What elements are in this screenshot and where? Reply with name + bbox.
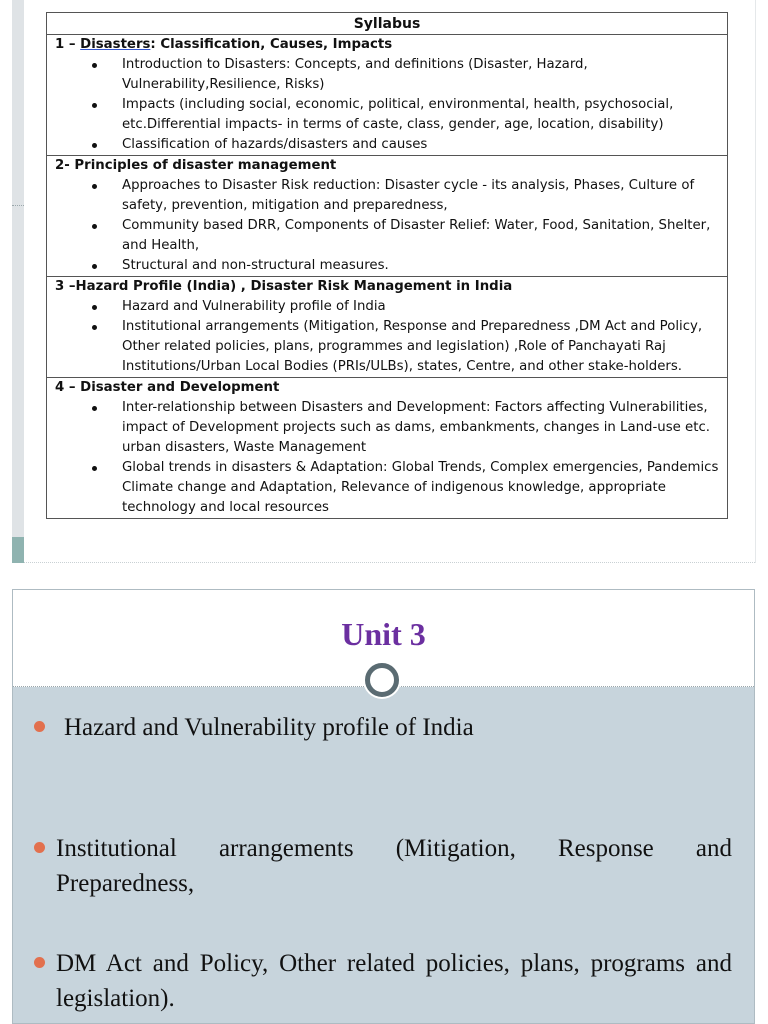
- unit-items: [55, 398, 727, 518]
- unit-cell: [47, 277, 728, 378]
- unit3-slide: [12, 589, 755, 1024]
- table-header-row: [47, 13, 728, 35]
- table-header: Syllabus: [47, 13, 728, 35]
- list-item: Global trends in disasters & Adaptation: Global Trends, Complex emergencies, Pandemics Climate change and Adaptation, Relevance of indigenous knowledge, appropriate technology and local resources: [55, 458, 727, 518]
- bullet-text: Hazard and Vulnerability profile of India: [64, 714, 474, 741]
- right-decor-line: [755, 0, 756, 563]
- unit-row: [47, 378, 728, 519]
- slide-title: Unit 3: [341, 616, 426, 652]
- unit-cell: [47, 156, 728, 277]
- unit-items: [55, 176, 727, 276]
- left-decor-accent: [12, 537, 24, 563]
- list-item: Institutional arrangements (Mitigation, Response and Preparedness ,DM Act and Policy, Other related policies, plans, programmes and legislation) ,Role of Panchayati Raj Institutions/Urban Local Bodies (PRIs/ULBs), states, Centre, and other stake-holders.: [55, 317, 727, 377]
- unit-prefix: 1 –: [55, 37, 81, 52]
- left-decor-band: [12, 0, 24, 563]
- unit-row: [47, 277, 728, 378]
- list-item: Impacts (including social, economic, political, environmental, health, psychosocial, etc.Differential impacts- in terms of caste, class, gender, age, location, disability): [55, 95, 727, 135]
- unit-prefix: 4 – Disaster and Development: [55, 380, 280, 395]
- list-item: Structural and non-structural measures.: [55, 256, 727, 276]
- unit-suffix: : Classification, Causes, Impacts: [150, 37, 393, 52]
- bullet-text: DM Act and Policy, Other related policies, plans, programs and legislation).: [56, 950, 732, 1012]
- bullet-text: Institutional arrangements (Mitigation, Response and Preparedness,: [56, 835, 732, 897]
- unit-heading: [55, 378, 727, 398]
- circle-ring-icon: [365, 663, 399, 697]
- left-decor-divider: [12, 205, 24, 206]
- bottom-divider: [24, 562, 755, 563]
- list-item: Hazard and Vulnerability profile of India: [55, 297, 727, 317]
- bullet-dot-icon: [34, 721, 45, 732]
- list-item: Inter-relationship between Disasters and Development: Factors affecting Vulnerabilities, impact of Development projects such as dams, embankments, changes in Land-use etc. urban disasters, Waste Management: [55, 398, 727, 458]
- unit-cell: [47, 378, 728, 519]
- bullet-item: [56, 710, 732, 745]
- unit-underlined: Disasters: [80, 37, 151, 52]
- syllabus-table: [46, 12, 728, 519]
- bullet-dot-icon: [34, 957, 45, 968]
- bullet-item: [56, 946, 732, 1016]
- unit-heading: [55, 156, 727, 176]
- bullet-item: [56, 831, 732, 901]
- list-item: Community based DRR, Components of Disaster Relief: Water, Food, Sanitation, Shelter, and Health,: [55, 216, 727, 256]
- unit-heading: [55, 277, 727, 297]
- list-item: Introduction to Disasters: Concepts, and definitions (Disaster, Hazard, Vulnerability,Resilience, Risks): [55, 55, 727, 95]
- list-item: Approaches to Disaster Risk reduction: Disaster cycle - its analysis, Phases, Culture of safety, prevention, mitigation and preparedness,: [55, 176, 727, 216]
- unit-prefix: 3 –Hazard Profile (India) , Disaster Risk Management in India: [55, 279, 513, 294]
- unit-cell: [47, 35, 728, 156]
- unit-row: [47, 35, 728, 156]
- unit-items: [55, 55, 727, 155]
- unit-prefix: 2- Principles of disaster management: [55, 158, 337, 173]
- list-item: Classification of hazards/disasters and causes: [55, 135, 727, 155]
- unit-heading: [55, 35, 727, 55]
- unit-items: [55, 297, 727, 377]
- bullet-dot-icon: [34, 842, 45, 853]
- unit-row: [47, 156, 728, 277]
